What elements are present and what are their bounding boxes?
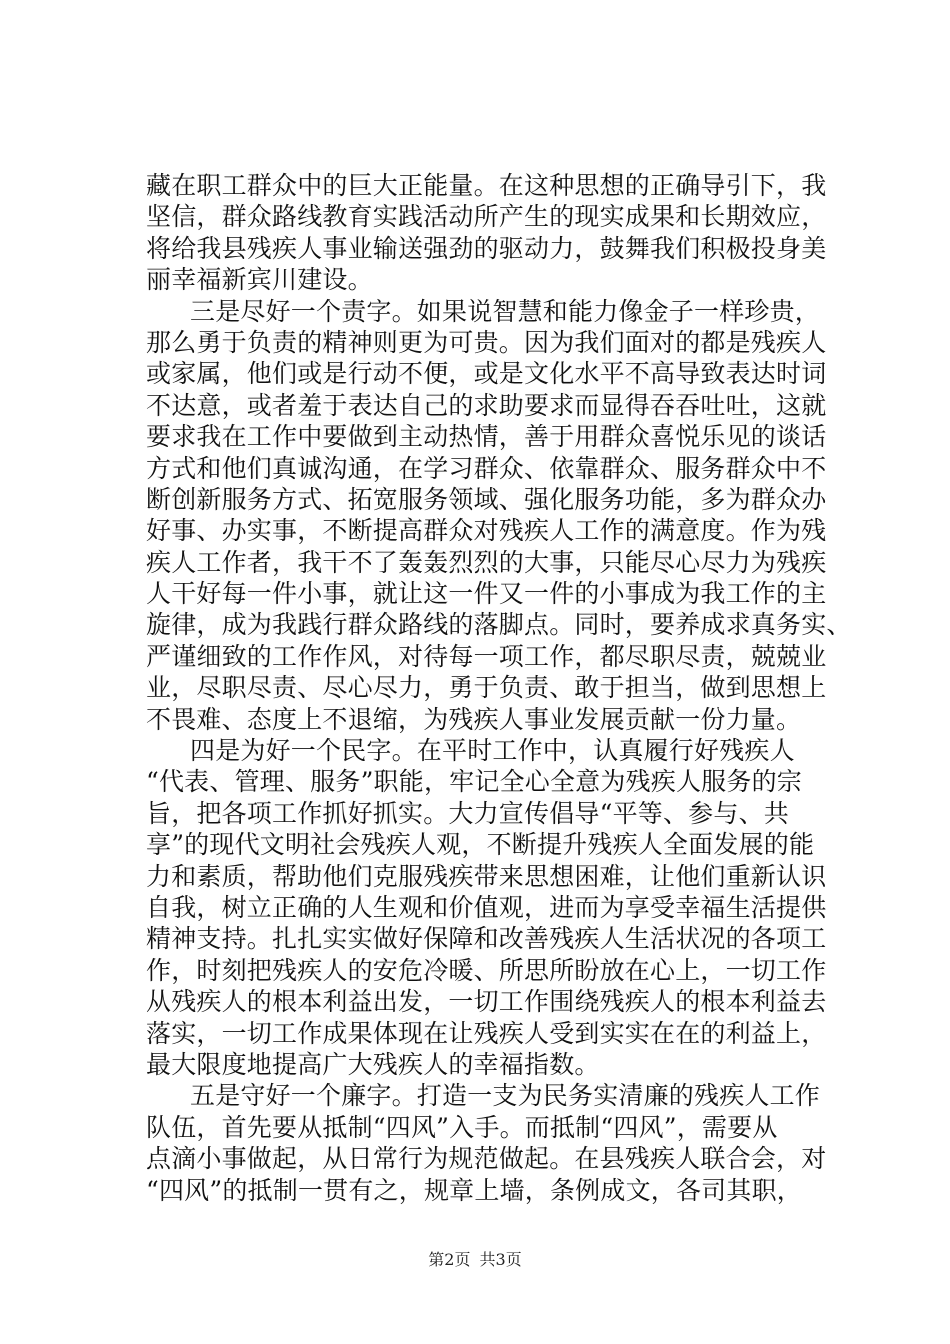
text-line: 坚信，群众路线教育实践活动所产生的现实成果和长期效应， bbox=[146, 202, 827, 232]
text-line: 落实，一切工作成果体现在让残疾人受到实实在在的利益上， bbox=[146, 1018, 827, 1048]
text-line: 疾人工作者，我干不了轰轰烈烈的大事，只能尽心尽力为残疾 bbox=[146, 547, 827, 577]
text-line: 或家属，他们或是行动不便，或是文化水平不高导致表达时词 bbox=[146, 359, 827, 389]
text-line: 队伍，首先要从抵制“四风”入手。而抵制“四风”，需要从 bbox=[146, 1112, 778, 1142]
text-line: 最大限度地提高广大残疾人的幸福指数。 bbox=[146, 1049, 600, 1079]
text-line: 丽幸福新宾川建设。 bbox=[146, 265, 373, 295]
text-line: 精神支持。扎扎实实做好保障和改善残疾人生活状况的各项工 bbox=[146, 924, 827, 954]
text-line: 断创新服务方式、拓宽服务领域、强化服务功能，多为群众办 bbox=[146, 484, 827, 514]
text-line: 人干好每一件小事，就让这一件又一件的小事成为我工作的主 bbox=[146, 579, 827, 609]
document-body bbox=[146, 170, 852, 1206]
text-line: “四风”的抵制一贯有之，规章上墙，条例成文，各司其职， bbox=[146, 1175, 802, 1205]
text-line: 自我，树立正确的人生观和价值观，进而为享受幸福生活提供 bbox=[146, 892, 827, 922]
text-line: 旨，把各项工作抓好抓实。大力宣传倡导“平等、参与、共 bbox=[146, 798, 789, 828]
text-line: 藏在职工群众中的巨大正能量。在这种思想的正确导引下，我 bbox=[146, 171, 827, 200]
text-line: 点滴小事做起，从日常行为规范做起。在县残疾人联合会，对 bbox=[146, 1144, 827, 1174]
text-line: 方式和他们真诚沟通，在学习群众、依靠群众、服务群众中不 bbox=[146, 453, 827, 483]
page-total: 共3页 bbox=[479, 1250, 522, 1269]
text-line: 好事、办实事，不断提高群众对残疾人工作的满意度。作为残 bbox=[146, 516, 827, 546]
text-line: 不达意，或者羞于表达自己的求助要求而显得吞吞吐吐，这就 bbox=[146, 390, 827, 420]
text-line: 要求我在工作中要做到主动热情，善于用群众喜悦乐见的谈话 bbox=[146, 422, 827, 452]
text-line: 严谨细致的工作作风，对待每一项工作，都尽职尽责，兢兢业 bbox=[146, 641, 827, 671]
text-line: 享”的现代文明社会残疾人观，不断提升残疾人全面发展的能 bbox=[146, 830, 815, 860]
text-line: 旋律，成为我践行群众路线的落脚点。同时，要养成求真务实、 bbox=[146, 610, 852, 640]
paragraph-start-line: 四是为好一个民字。在平时工作中，认真履行好残疾人 bbox=[190, 736, 795, 766]
text-line: 从残疾人的根本利益出发，一切工作围绕残疾人的根本利益去 bbox=[146, 987, 827, 1017]
text-line: 不畏难、态度上不退缩，为残疾人事业发展贡献一份力量。 bbox=[146, 704, 802, 734]
text-line: 业，尽职尽责、尽心尽力，勇于负责、敢于担当，做到思想上 bbox=[146, 673, 827, 703]
text-line: 力和素质，帮助他们克服残疾带来思想困难，让他们重新认识 bbox=[146, 861, 827, 891]
text-line: 作，时刻把残疾人的安危冷暖、所思所盼放在心上，一切工作 bbox=[146, 955, 827, 985]
text-line: “代表、管理、服务”职能，牢记全心全意为残疾人服务的宗 bbox=[146, 767, 802, 797]
text-line: 将给我县残疾人事业输送强劲的驱动力，鼓舞我们积极投身美 bbox=[146, 233, 827, 263]
paragraph-start-line: 五是守好一个廉字。打造一支为民务实清廉的残疾人工作 bbox=[190, 1081, 821, 1111]
page-number: 第2页 bbox=[428, 1250, 471, 1269]
paragraph-start-line: 三是尽好一个责字。如果说智慧和能力像金子一样珍贵， bbox=[190, 296, 821, 326]
page-footer bbox=[0, 1250, 950, 1270]
text-line: 那么勇于负责的精神则更为可贵。因为我们面对的都是残疾人 bbox=[146, 327, 827, 357]
